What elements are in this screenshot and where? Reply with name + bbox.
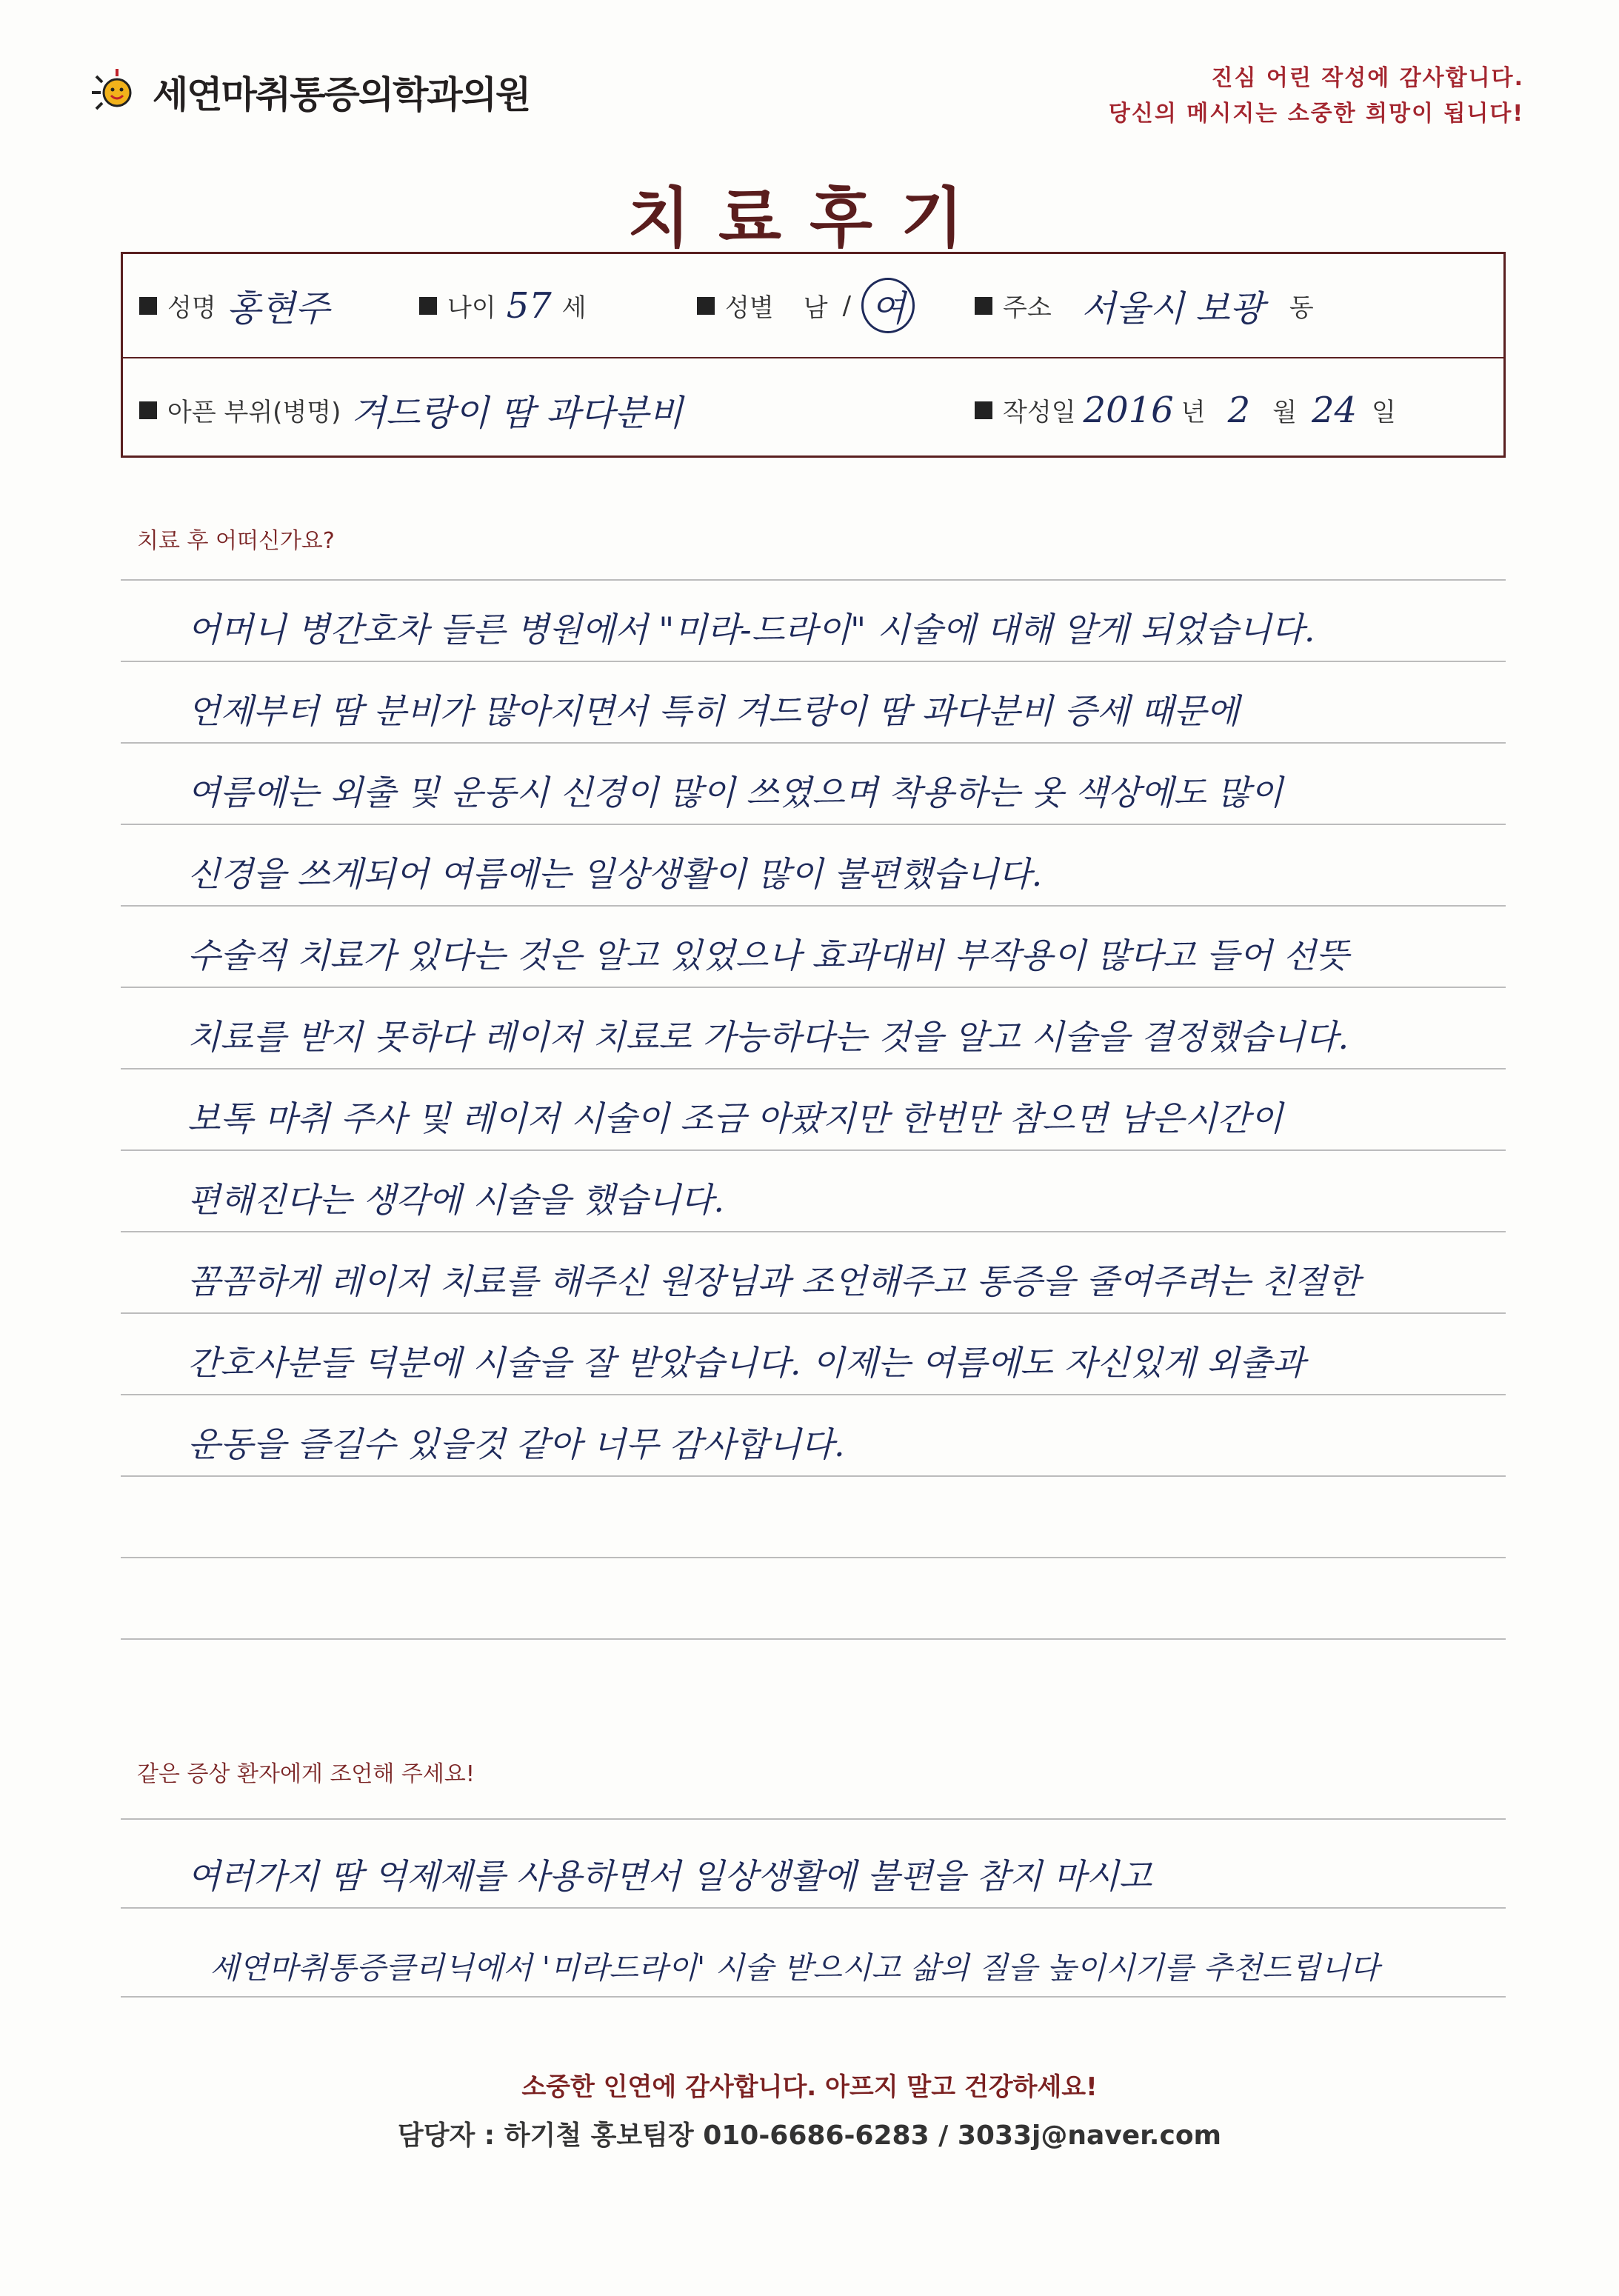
- info-row-2: [123, 357, 1503, 461]
- bullet-square-icon: [139, 401, 157, 419]
- gender-field: [697, 254, 925, 357]
- review-text: 어머니 병간호차 들른 병원에서 "미라-드라이" 시술에 대해 알게 되었습니다.: [187, 610, 1315, 650]
- bullet-square-icon: [139, 297, 157, 315]
- review-line: [121, 1477, 1506, 1558]
- gender-male: 남: [803, 293, 828, 323]
- name-field: [139, 254, 340, 357]
- date-label: 작성일: [1003, 398, 1076, 427]
- review-line: [121, 825, 1506, 907]
- review-line: [121, 744, 1506, 825]
- review-text: 수술적 치료가 있다는 것은 알고 있었으나 효과대비 부작용이 많다고 들어 선뜻: [187, 935, 1349, 975]
- thanks-line-2: 당신의 메시지는 소중한 희망이 됩니다!: [1108, 101, 1524, 127]
- review-line: [121, 1151, 1506, 1232]
- area-label: 아픈 부위(병명): [167, 398, 341, 427]
- address-field: [975, 254, 1314, 357]
- review-text: 보톡 마취 주사 및 레이저 시술이 조금 아팠지만 한번만 참으면 남은시간이: [187, 1098, 1283, 1138]
- review-text: 운동을 즐길수 있을것 같아 너무 감사합니다.: [187, 1424, 845, 1464]
- date-month: 2: [1227, 389, 1251, 431]
- review-text: 치료를 받지 못하다 레이저 치료로 가능하다는 것을 알고 시술을 결정했습니다.: [187, 1017, 1349, 1057]
- patient-info-box: [121, 252, 1506, 458]
- address-unit: 동: [1289, 293, 1314, 323]
- review-line: [121, 1395, 1506, 1477]
- date-year: 2016: [1083, 389, 1174, 431]
- review-line: [121, 1232, 1506, 1314]
- review-text: 언제부터 땀 분비가 많아지면서 특히 겨드랑이 땀 과다분비 증세 때문에: [187, 691, 1240, 731]
- gender-female-circled: 여: [861, 278, 915, 333]
- gender-separator: /: [842, 290, 852, 321]
- age-value: 57: [506, 284, 552, 327]
- footer-contact: 담당자 : 하기철 홍보팀장 010-6686-6283 / 3033j@naver.com: [397, 2120, 1222, 2151]
- page-title: 치료후기: [627, 180, 992, 256]
- date-day: 24: [1311, 389, 1358, 431]
- review-text: 꼼꼼하게 레이저 치료를 해주신 원장님과 조언해주고 통증을 줄여주려는 친절한: [187, 1261, 1361, 1301]
- name-value: 홍현주: [226, 288, 330, 330]
- advice-text: 여러가지 땀 억제제를 사용하면서 일상생활에 불편을 참지 마시고: [187, 1856, 1152, 1896]
- review-line: [121, 1069, 1506, 1151]
- date-month-unit: 월: [1272, 398, 1297, 427]
- bullet-square-icon: [975, 297, 992, 315]
- review-line: [121, 988, 1506, 1069]
- review-text: 간호사분들 덕분에 시술을 잘 받았습니다. 이제는 여름에도 자신있게 외출과: [187, 1343, 1306, 1383]
- clinic-name: 세연마취통증의학과의원: [153, 73, 530, 116]
- advice-text: 세연마취통증클리닉에서 '미라드라이' 시술 받으시고 삶의 질을 높이시기를 추천드립니다: [210, 1950, 1380, 1986]
- review-line: [121, 662, 1506, 744]
- bullet-square-icon: [697, 297, 715, 315]
- sun-face-icon: [87, 66, 147, 118]
- area-value: 겨드랑이 땀 과다분비: [351, 393, 684, 434]
- review-line: [121, 1558, 1506, 1640]
- age-label: 나이: [447, 293, 496, 323]
- bullet-square-icon: [419, 297, 437, 315]
- advice-line: [121, 1820, 1506, 1909]
- age-unit: 세: [561, 293, 587, 323]
- section-label-after-treatment: 치료 후 어떠신가요?: [137, 528, 335, 554]
- gender-label: 성별: [725, 293, 774, 323]
- review-line: [121, 581, 1506, 662]
- info-row-1: [123, 254, 1503, 357]
- section-label-advice: 같은 증상 환자에게 조언해 주세요!: [137, 1761, 475, 1787]
- date-day-unit: 일: [1372, 398, 1396, 427]
- review-line: [121, 1314, 1506, 1395]
- advice-lines: [121, 1818, 1506, 1998]
- date-field: [975, 358, 1396, 461]
- address-value: 서울시 보광: [1081, 288, 1264, 330]
- review-text: 여름에는 외출 및 운동시 신경이 많이 쓰였으며 착용하는 옷 색상에도 많이: [187, 772, 1283, 812]
- age-field: [419, 254, 587, 357]
- date-year-unit: 년: [1181, 398, 1206, 427]
- area-field: [139, 358, 693, 461]
- advice-line: [121, 1909, 1506, 1998]
- address-label: 주소: [1003, 293, 1052, 323]
- name-label: 성명: [167, 293, 216, 323]
- review-text: 신경을 쓰게되어 여름에는 일상생활이 많이 불편했습니다.: [187, 854, 1043, 894]
- thanks-message: [1109, 61, 1524, 132]
- review-text: 편해진다는 생각에 시술을 했습니다.: [187, 1180, 725, 1220]
- footer-thanks: 소중한 인연에 감사합니다. 아프지 말고 건강하세요!: [521, 2072, 1098, 2102]
- clinic-logo: [87, 65, 530, 119]
- review-line: [121, 907, 1506, 988]
- review-lines: [121, 579, 1506, 1640]
- thanks-line-1: 진심 어린 작성에 감사합니다.: [1211, 65, 1524, 91]
- bullet-square-icon: [975, 401, 992, 419]
